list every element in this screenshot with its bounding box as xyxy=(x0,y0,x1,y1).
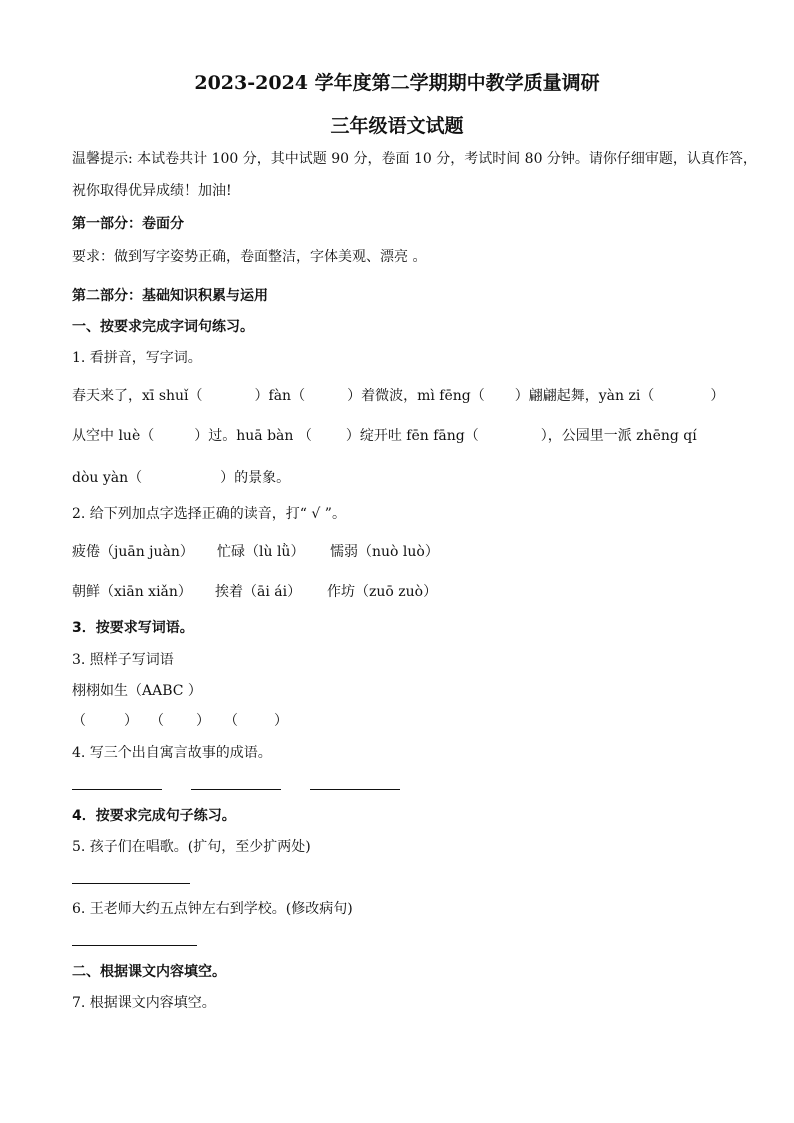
q6-prompt: 6. 王老师大约五点钟左右到学校。(修改病句) xyxy=(72,901,353,917)
q1-l3-seg-2: ）的景象。 xyxy=(220,470,291,486)
section2-heading: 二、根据课文内容填空。 xyxy=(72,964,226,980)
q3-paren-open-2: （ xyxy=(150,713,164,729)
q1-l2-seg-2: ）过。huā bàn （ xyxy=(194,428,312,444)
q1-l1-seg-2: ）fàn（ xyxy=(254,388,306,404)
notice-line-2: 祝你取得优异成绩！加油! xyxy=(72,183,232,199)
page-title: 2023-2024 学年度第二学期期中教学质量调研 xyxy=(194,72,600,94)
q1-l1-seg-1: 春天来了，xī shuǐ（ xyxy=(72,388,203,404)
q4-answer-line-3[interactable] xyxy=(310,788,400,790)
group3-heading: 3．按要求写词语。 xyxy=(72,620,194,636)
q1-line-2 xyxy=(72,427,697,445)
q3-paren-close-1: ） xyxy=(124,713,138,729)
q1-l2-seg-4: ），公园里一派 zhēng qí xyxy=(540,428,697,444)
q1-l1-seg-4: ）翩翩起舞，yàn zi（ xyxy=(514,388,655,404)
q5-answer-line[interactable] xyxy=(72,882,190,884)
notice-line-1: 温馨提示: 本试卷共计 100 分，其中试题 90 分，卷面 10 分，考试时间 80 分钟。请你仔细审题，认真作答， xyxy=(72,151,757,167)
q4-answer-line-2[interactable] xyxy=(191,788,281,790)
q3-paren-close-2: ） xyxy=(196,713,210,729)
q2-option-1[interactable]: 疲倦（juān juàn） xyxy=(72,544,194,560)
section1-heading: 一、按要求完成字词句练习。 xyxy=(72,319,254,335)
q1-l3-seg-1: dòu yàn（ xyxy=(72,470,143,486)
q1-l1-seg-5: ） xyxy=(710,388,725,404)
q4-answer-line-1[interactable] xyxy=(72,788,162,790)
q3-paren-open-1: （ xyxy=(72,713,86,729)
q1-l1-seg-3: ）着微波，mì fēng（ xyxy=(347,388,485,404)
q2-option-4[interactable]: 朝鲜（xiān xiǎn） xyxy=(72,584,192,600)
q2-prompt: 2. 给下列加点字选择正确的读音，打“ √ ”。 xyxy=(72,506,346,522)
q6-answer-line[interactable] xyxy=(72,944,197,946)
q2-option-5[interactable]: 挨着（āi ái） xyxy=(215,584,302,600)
q3-paren-close-3: ） xyxy=(274,713,288,729)
q1-prompt: 1. 看拼音，写字词。 xyxy=(72,350,202,366)
part1-heading: 第一部分：卷面分 xyxy=(72,216,184,232)
q2-option-6[interactable]: 作坊（zuō zuò） xyxy=(327,584,438,600)
q4-prompt: 4. 写三个出自寓言故事的成语。 xyxy=(72,745,272,761)
q3-blanks xyxy=(72,712,288,730)
q5-prompt: 5. 孩子们在唱歌。(扩句，至少扩两处) xyxy=(72,839,311,855)
part2-heading: 第二部分：基础知识积累与运用 xyxy=(72,288,268,304)
q2-option-2[interactable]: 忙碌（lù lǜ） xyxy=(217,544,305,560)
q1-line-3 xyxy=(72,469,290,487)
q1-line-1 xyxy=(72,387,724,405)
group4-heading: 4．按要求完成句子练习。 xyxy=(72,808,236,824)
q3-paren-open-3: （ xyxy=(224,713,238,729)
q1-l2-seg-3: ）绽开吐 fēn fāng（ xyxy=(345,428,479,444)
part1-requirement: 要求：做到写字姿势正确，卷面整洁，字体美观、漂亮 。 xyxy=(72,249,427,265)
q2-option-3[interactable]: 懦弱（nuò luò） xyxy=(330,544,439,560)
page-subtitle: 三年级语文试题 xyxy=(330,115,464,137)
q1-l2-seg-1: 从空中 luè（ xyxy=(72,428,155,444)
q3-example: 栩栩如生（AABC ） xyxy=(72,683,202,699)
q3-prompt: 3. 照样子写词语 xyxy=(72,652,174,668)
q7-prompt: 7. 根据课文内容填空。 xyxy=(72,995,216,1011)
